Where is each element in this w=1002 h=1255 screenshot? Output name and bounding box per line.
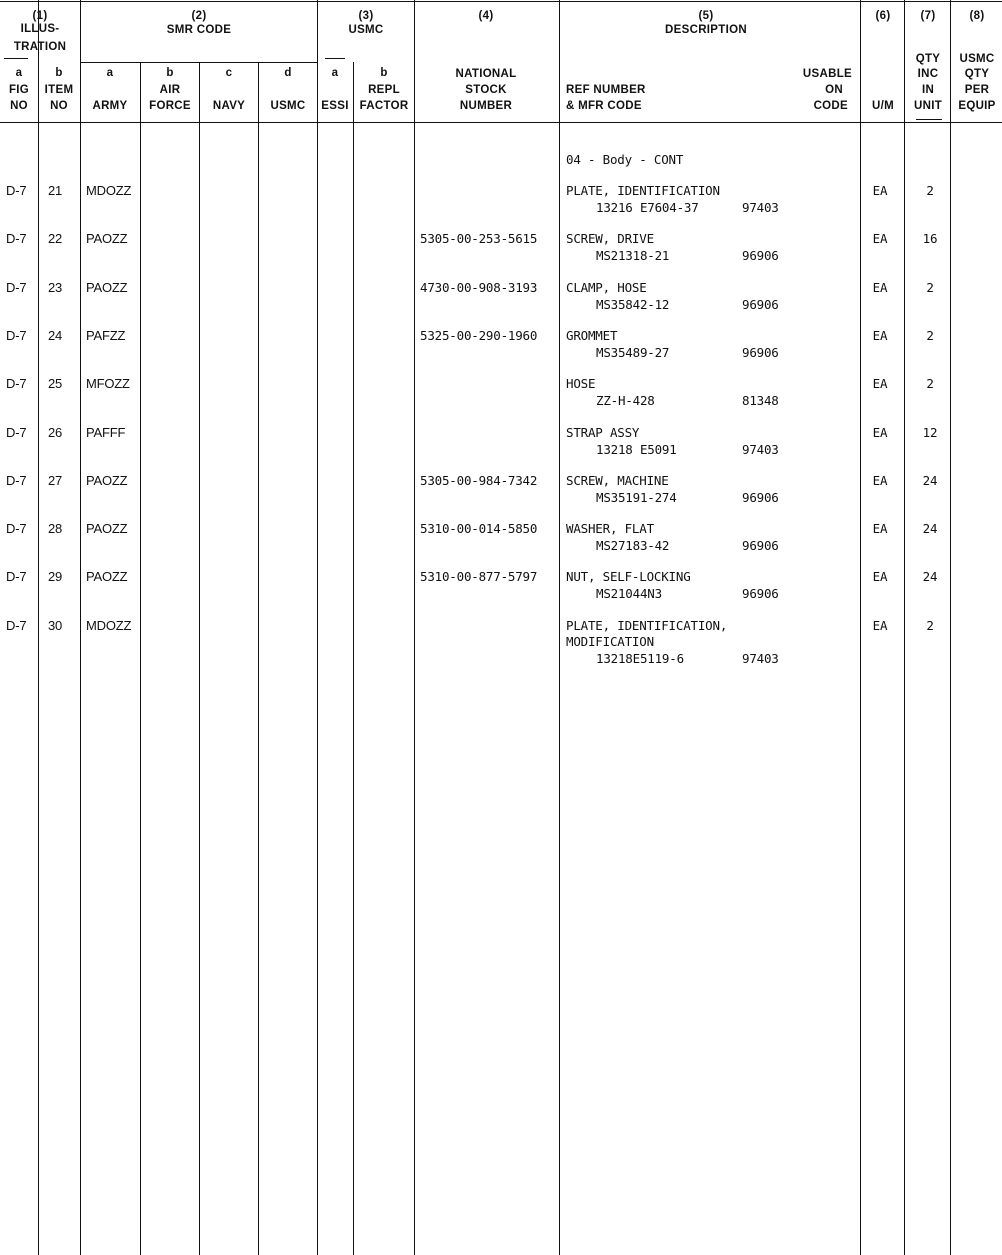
col1-title-line1: ILLUS- — [20, 23, 60, 35]
item-number: 26 — [48, 425, 63, 440]
col8-number: (8) — [969, 10, 985, 22]
item-number: 25 — [48, 376, 63, 391]
fig-number: D-7 — [6, 328, 27, 343]
reference-number: 13216 E7604-37 — [596, 200, 699, 215]
national-stock-number: 5310-00-014-5850 — [420, 521, 538, 536]
col1a-letter: a — [15, 67, 23, 79]
col8-line2: QTY — [964, 68, 990, 80]
col3b-line2: FACTOR — [359, 100, 409, 112]
national-stock-number: 5325-00-290-1960 — [420, 328, 538, 343]
col5-ref-line1: REF NUMBER — [566, 84, 646, 96]
col2c-letter: c — [225, 67, 233, 79]
col2b-line2: FORCE — [149, 100, 191, 112]
reference-number: MS21318-21 — [596, 248, 670, 263]
part-name: GROMMET — [566, 328, 618, 343]
col3-number: (3) — [358, 10, 374, 22]
rule-col5 — [559, 0, 560, 1255]
qty-in-unit: 24 — [922, 521, 938, 536]
part-name: CLAMP, HOSE — [566, 280, 647, 295]
part-name: NUT, SELF-LOCKING — [566, 569, 691, 584]
reference-number: 13218E5119-6 — [596, 651, 684, 666]
smr-army-code: MDOZZ — [86, 618, 132, 633]
unit-of-measure: EA — [872, 569, 888, 584]
col4-line3: NUMBER — [459, 100, 513, 112]
manufacturer-code: 97403 — [742, 200, 779, 215]
rule-col2c — [199, 62, 200, 1255]
unit-of-measure: EA — [872, 231, 888, 246]
rule-top — [0, 1, 1002, 2]
reference-number: MS35489-27 — [596, 345, 670, 360]
manufacturer-code: 96906 — [742, 248, 779, 263]
col7-number: (7) — [920, 10, 936, 22]
unit-of-measure: EA — [872, 618, 888, 633]
col3b-line1: REPL — [368, 84, 400, 96]
col8-line1: USMC — [959, 53, 995, 65]
qty-in-unit: 2 — [926, 280, 934, 295]
section-title: 04 - Body - CONT — [566, 152, 684, 167]
part-name: PLATE, IDENTIFICATION — [566, 183, 720, 198]
manufacturer-code: 96906 — [742, 586, 779, 601]
rule-tick-qty — [916, 119, 942, 120]
rule-col7 — [904, 0, 905, 1255]
col2b-line1: AIR — [159, 84, 181, 96]
fig-number: D-7 — [6, 521, 27, 536]
col3a-label: ESSI — [321, 100, 349, 112]
qty-in-unit: 24 — [922, 473, 938, 488]
part-name: HOSE — [566, 376, 596, 391]
item-number: 23 — [48, 280, 63, 295]
national-stock-number: 4730-00-908-3193 — [420, 280, 538, 295]
item-number: 27 — [48, 473, 63, 488]
rule-header-bottom — [0, 122, 1002, 123]
col2-title: SMR CODE — [166, 24, 232, 36]
col1-number: (1) — [32, 10, 48, 22]
unit-of-measure: EA — [872, 328, 888, 343]
smr-army-code: PAOZZ — [86, 473, 128, 488]
fig-number: D-7 — [6, 183, 27, 198]
col5-usable-line1: USABLE — [802, 68, 852, 80]
col5-ref-line2: & MFR CODE — [566, 100, 642, 112]
unit-of-measure: EA — [872, 473, 888, 488]
col2c-label: NAVY — [212, 100, 246, 112]
manufacturer-code: 96906 — [742, 345, 779, 360]
item-number: 30 — [48, 618, 63, 633]
rule-col2d — [258, 62, 259, 1255]
reference-number: MS27183-42 — [596, 538, 670, 553]
col2d-label: USMC — [270, 100, 306, 112]
col7-line1: QTY — [915, 53, 941, 65]
fig-number: D-7 — [6, 473, 27, 488]
col5-usable-line2: ON — [825, 84, 843, 96]
manufacturer-code: 97403 — [742, 442, 779, 457]
fig-number: D-7 — [6, 280, 27, 295]
col6-number: (6) — [875, 10, 891, 22]
rule-col3 — [317, 0, 318, 1255]
item-number: 28 — [48, 521, 63, 536]
col5-number: (5) — [698, 10, 714, 22]
qty-in-unit: 16 — [922, 231, 938, 246]
col4-line1: NATIONAL — [455, 68, 517, 80]
item-number: 21 — [48, 183, 63, 198]
item-number: 24 — [48, 328, 63, 343]
col5-title: DESCRIPTION — [665, 24, 747, 36]
col1a-line2: NO — [10, 100, 28, 112]
rule-tick-illus — [4, 58, 28, 59]
qty-in-unit: 24 — [922, 569, 938, 584]
col1b-line1: ITEM — [44, 84, 74, 96]
col3-title: USMC — [348, 24, 384, 36]
item-number: 22 — [48, 231, 63, 246]
smr-army-code: PAOZZ — [86, 280, 128, 295]
smr-army-code: PAOZZ — [86, 569, 128, 584]
smr-army-code: MFOZZ — [86, 376, 130, 391]
manufacturer-code: 81348 — [742, 393, 779, 408]
national-stock-number: 5310-00-877-5797 — [420, 569, 538, 584]
part-name: SCREW, MACHINE — [566, 473, 669, 488]
fig-number: D-7 — [6, 425, 27, 440]
smr-army-code: PAOZZ — [86, 231, 128, 246]
col1-title-line2: TRATION — [13, 41, 67, 53]
col5-usable-line3: CODE — [813, 100, 848, 112]
fig-number: D-7 — [6, 569, 27, 584]
rule-col4 — [414, 0, 415, 1255]
rule-smr-sub — [80, 62, 317, 63]
qty-in-unit: 2 — [926, 618, 934, 633]
manufacturer-code: 97403 — [742, 651, 779, 666]
col3a-letter: a — [331, 67, 339, 79]
rule-col2 — [80, 0, 81, 1255]
col2a-letter: a — [106, 67, 114, 79]
rule-tick-usmc — [325, 58, 345, 59]
unit-of-measure: EA — [872, 183, 888, 198]
smr-army-code: PAOZZ — [86, 521, 128, 536]
col3b-letter: b — [380, 67, 388, 79]
col1b-line2: NO — [50, 100, 68, 112]
manufacturer-code: 96906 — [742, 538, 779, 553]
col4-number: (4) — [478, 10, 494, 22]
smr-army-code: PAFFF — [86, 425, 126, 440]
col2b-letter: b — [166, 67, 174, 79]
col2a-label: ARMY — [92, 100, 128, 112]
qty-in-unit: 2 — [926, 376, 934, 391]
fig-number: D-7 — [6, 376, 27, 391]
unit-of-measure: EA — [872, 425, 888, 440]
part-name: WASHER, FLAT — [566, 521, 654, 536]
rule-col8 — [950, 0, 951, 1255]
col7-line4: UNIT — [913, 100, 943, 112]
col2d-letter: d — [284, 67, 292, 79]
col1b-letter: b — [55, 67, 63, 79]
col8-line4: EQUIP — [958, 100, 996, 112]
fig-number: D-7 — [6, 618, 27, 633]
reference-number: ZZ-H-428 — [596, 393, 655, 408]
unit-of-measure: EA — [872, 280, 888, 295]
rule-col6 — [860, 0, 861, 1255]
national-stock-number: 5305-00-984-7342 — [420, 473, 538, 488]
col4-line2: STOCK — [465, 84, 507, 96]
col7-line3: IN — [921, 84, 935, 96]
qty-in-unit: 12 — [922, 425, 938, 440]
reference-number: 13218 E5091 — [596, 442, 677, 457]
smr-army-code: MDOZZ — [86, 183, 132, 198]
rule-col3b — [353, 62, 354, 1255]
reference-number: MS21044N3 — [596, 586, 662, 601]
manufacturer-code: 96906 — [742, 490, 779, 505]
part-name: PLATE, IDENTIFICATION, — [566, 618, 728, 633]
reference-number: MS35191-274 — [596, 490, 677, 505]
rule-col2b — [140, 62, 141, 1255]
part-name: SCREW, DRIVE — [566, 231, 654, 246]
rule-col1b — [38, 0, 39, 1255]
col6-label: U/M — [872, 100, 894, 112]
col1a-line1: FIG — [8, 84, 30, 96]
col7-line2: INC — [917, 68, 939, 80]
col2-number: (2) — [191, 10, 207, 22]
item-number: 29 — [48, 569, 63, 584]
reference-number: MS35842-12 — [596, 297, 670, 312]
unit-of-measure: EA — [872, 376, 888, 391]
qty-in-unit: 2 — [926, 328, 934, 343]
manufacturer-code: 96906 — [742, 297, 779, 312]
qty-in-unit: 2 — [926, 183, 934, 198]
national-stock-number: 5305-00-253-5615 — [420, 231, 538, 246]
part-name: STRAP ASSY — [566, 425, 640, 440]
fig-number: D-7 — [6, 231, 27, 246]
part-name-continued: MODIFICATION — [566, 634, 654, 649]
unit-of-measure: EA — [872, 521, 888, 536]
col8-line3: PER — [964, 84, 990, 96]
smr-army-code: PAFZZ — [86, 328, 126, 343]
